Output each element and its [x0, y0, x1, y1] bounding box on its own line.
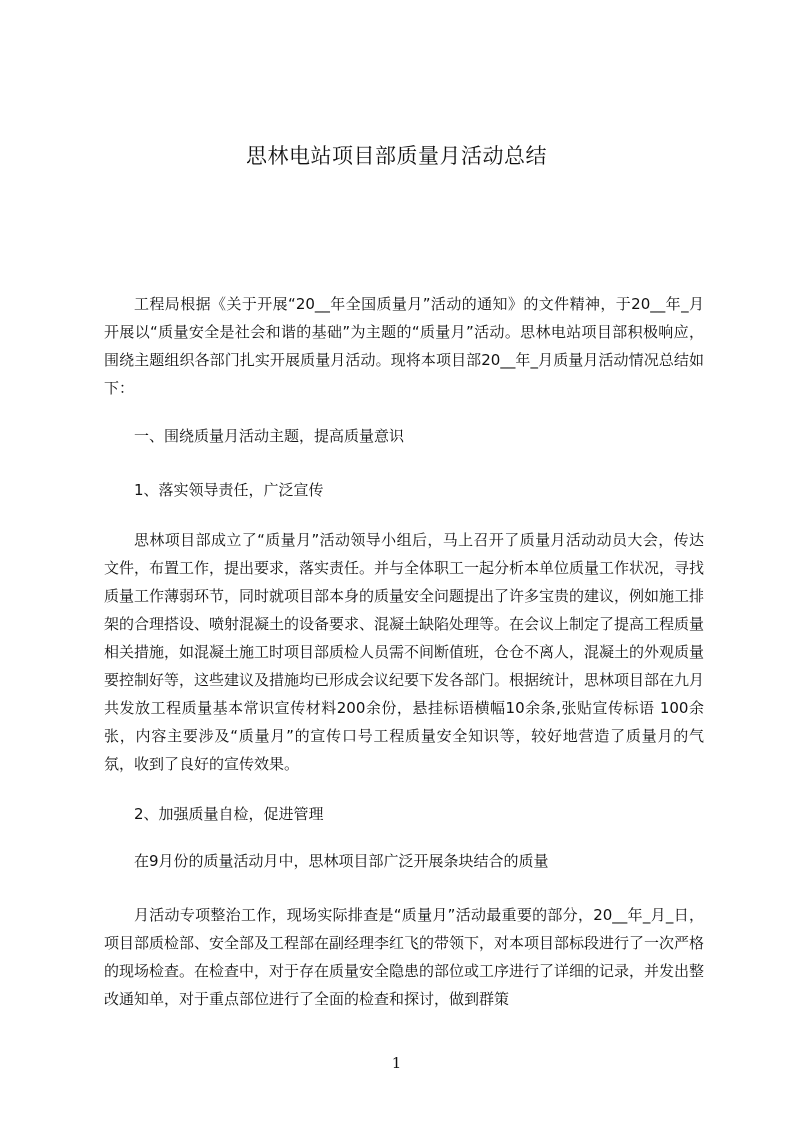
sub2-heading-block: [104, 800, 704, 828]
sub1-paragraph: 思林项目部成立了“质量月”活动领导小组后，马上召开了质量月活动动员大会，传达文件，布置工作，提出要求，落实责任。并与全体职工一起分析本单位质量工作状况，寻找质量工作薄弱环节，同时就项目部本身的质量安全问题提出了许多宝贵的建议，例如施工排架的合理搭设、喷射混凝土的设备要求、混凝土缺陷处理等。在会议上制定了提高工程质量相关措施，如混凝土施工时项目部质检人员需不间断值班，仓仓不离人，混凝土的外观质量要控制好等，这些建议及措施均已形成会议纪要下发各部门。根据统计，思林项目部在九月共发放工程质量基本常识宣传材料200余份，悬挂标语横幅10余条,张贴宣传标语 100余张，内容主要涉及“质量月”的宣传口号工程质量安全知识等，较好地营造了质量月的气氛，收到了良好的宣传效果。: [104, 531, 705, 773]
sub2-heading: 2、加强质量自检，促进管理: [134, 805, 324, 823]
section1-heading: 一、围绕质量月活动主题，提高质量意识: [134, 427, 405, 445]
sub2-para1-block: [104, 847, 704, 875]
section1-heading-block: [104, 422, 704, 450]
sub2-paragraph-2: 月活动专项整治工作，现场实际排查是“质量月”活动最重要的部分，20__年_月_日，项目部质检部、安全部及工程部在副经理李红飞的带领下，对本项目部标段进行了一次严格的现场检查。在检查中，对于存在质量安全隐患的部位或工序进行了详细的记录，并发出整改通知单，对于重点部位进行了全面的检查和探讨，做到群策: [104, 906, 705, 1008]
sub1-heading: 1、落实领导责任，广泛宣传: [134, 481, 324, 499]
sub2-para2-block: [104, 901, 704, 1013]
document-body: [104, 290, 704, 402]
sub1-paragraph-block: [104, 526, 704, 778]
page-number: 1: [391, 1054, 402, 1072]
intro-paragraph: 工程局根据《关于开展“20__年全国质量月”活动的通知》的文件精神，于20__年_月开展以“质量安全是社会和谐的基础”为主题的“质量月”活动。思林电站项目部积极响应，围绕主题组织各部门扎实开展质量月活动。现将本项目部20__年_月质量月活动情况总结如下：: [104, 295, 704, 397]
sub2-paragraph-1: 在9月份的质量活动月中，思林项目部广泛开展条块结合的质量: [134, 852, 549, 870]
document-title: 思林电站项目部质量月活动总结: [246, 144, 547, 168]
sub1-heading-block: [104, 476, 704, 504]
